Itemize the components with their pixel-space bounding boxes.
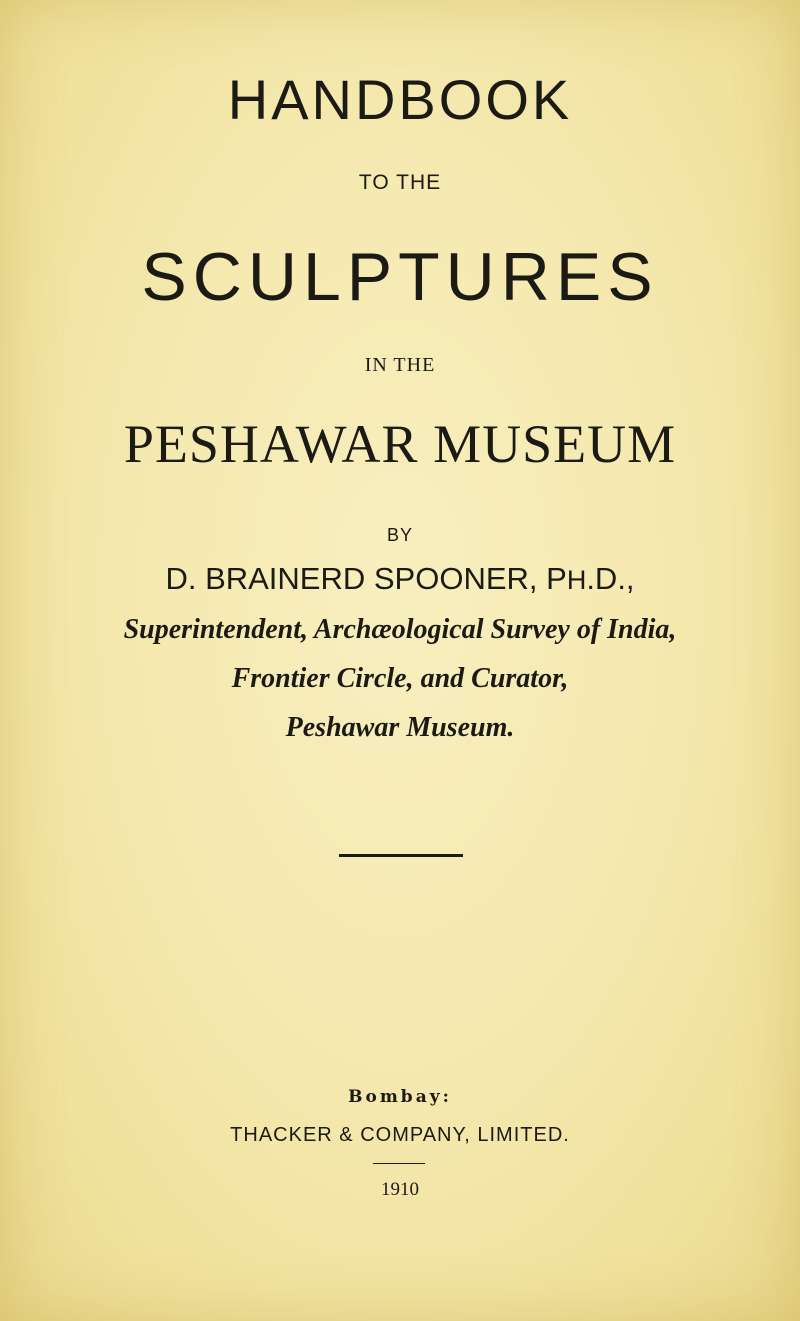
author-role-line-1: Superintendent, Archæological Survey of India, bbox=[123, 614, 677, 645]
title-sculptures: SCULPTURES bbox=[141, 239, 659, 315]
author-role-line-3: Peshawar Museum. bbox=[285, 712, 515, 743]
author-name bbox=[0, 560, 800, 599]
imprint-place: Bombay: bbox=[348, 1087, 452, 1107]
title-handbook: HANDBOOK bbox=[227, 68, 573, 131]
title-peshawar-museum: PESHAWAR MUSEUM bbox=[123, 414, 677, 474]
divider-rule bbox=[339, 854, 463, 857]
author-name-smallcaps-h: H bbox=[566, 565, 587, 595]
by-label: BY bbox=[386, 525, 413, 545]
imprint-publisher: THACKER & COMPANY, LIMITED. bbox=[230, 1124, 570, 1146]
author-name-dot-d: .D bbox=[586, 561, 618, 596]
title-in-the: IN THE bbox=[364, 354, 436, 376]
imprint-rule bbox=[373, 1163, 425, 1164]
author-role-line-2: Frontier Circle, and Curator, bbox=[231, 663, 569, 694]
imprint-year: 1910 bbox=[381, 1179, 419, 1200]
author-name-end: ., bbox=[617, 561, 635, 596]
author-name-main: D. BRAINERD SPOONER, P bbox=[165, 561, 567, 596]
title-to-the: TO THE bbox=[358, 171, 442, 194]
